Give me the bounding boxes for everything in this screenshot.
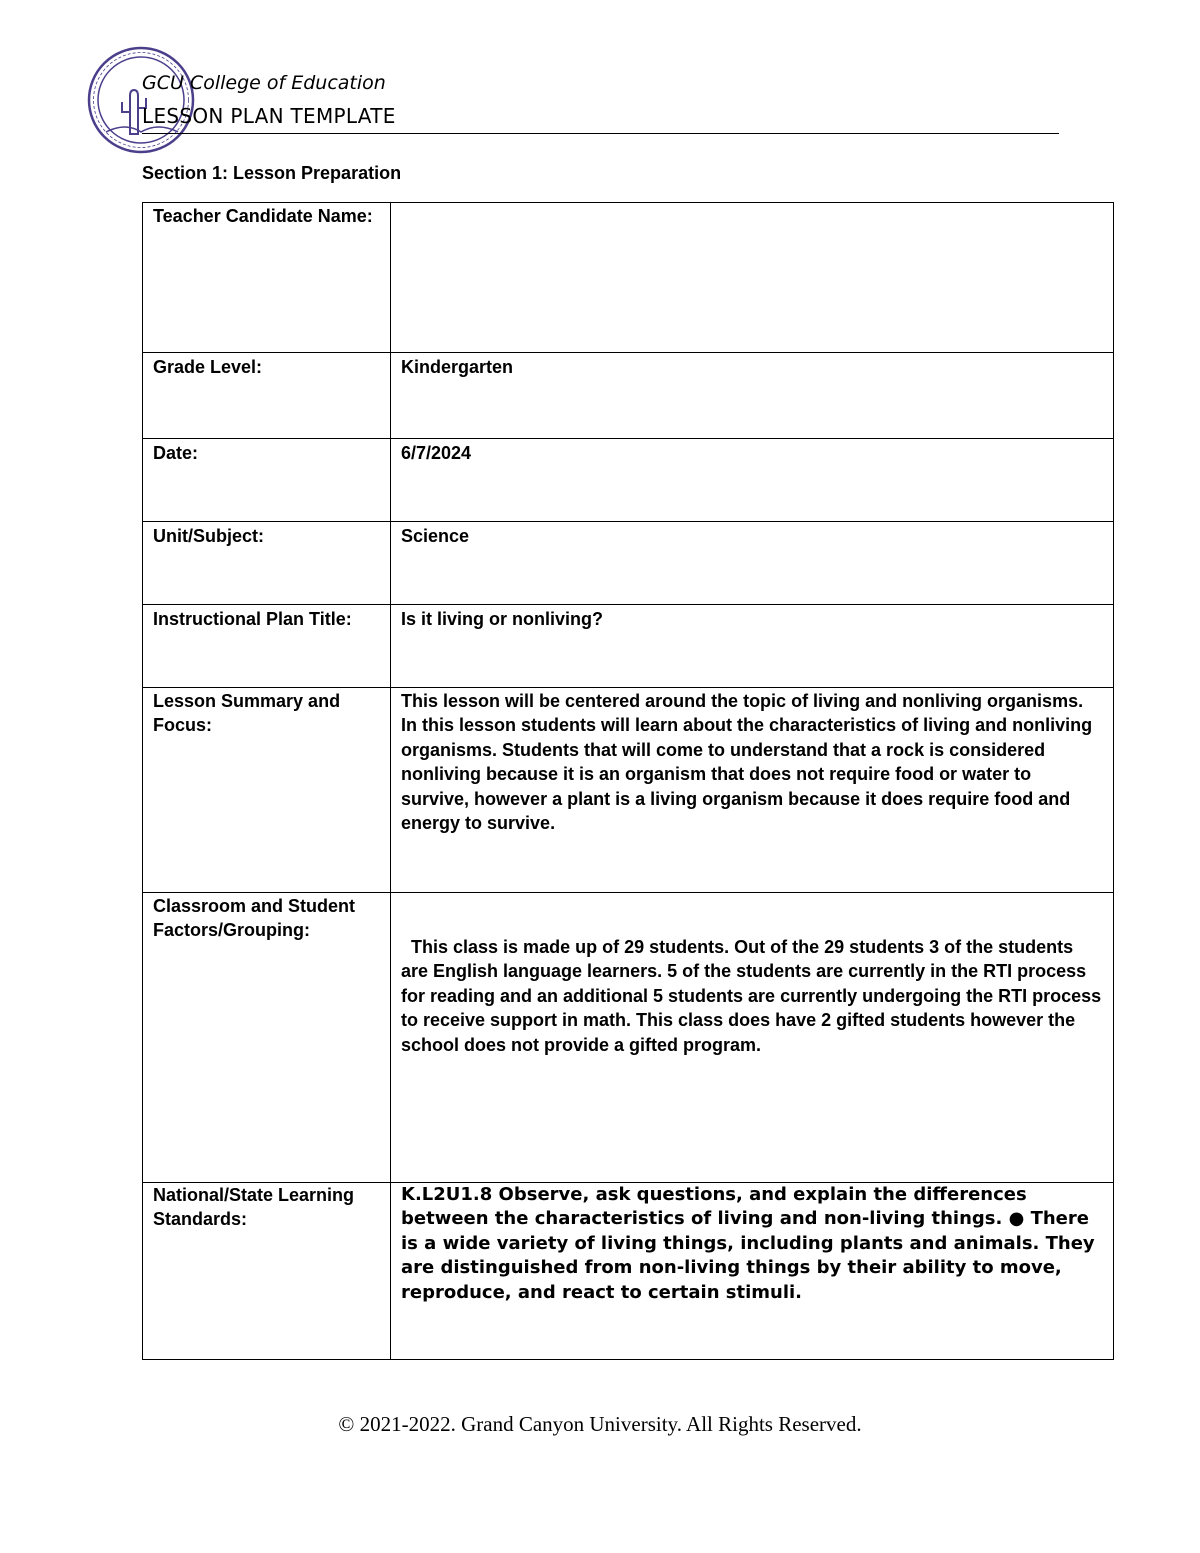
document-title: LESSON PLAN TEMPLATE	[142, 104, 396, 128]
table-row	[143, 203, 1114, 353]
row-label: Unit/Subject:	[143, 522, 391, 605]
table-row	[143, 353, 1114, 439]
row-label: Lesson Summary and Focus:	[143, 688, 391, 893]
plan-title-value: Is it living or nonliving?	[391, 605, 1114, 688]
classroom-factors-value: This class is made up of 29 students. Out of the 29 students 3 of the students are English language learners. 5 of the students are currently in the RTI process for reading and an additional 5 students are currently undergoing the RTI process to receive support in math. This class does have 2 gifted students however the school does not provide a gifted program.	[391, 893, 1114, 1183]
row-label: Grade Level:	[143, 353, 391, 439]
lesson-summary-value: This lesson will be centered around the topic of living and nonliving organisms. In this lesson students will learn about the characteristics of living and nonliving organisms. Students that will come to understand that a rock is considered nonliving because it is an organism that does not require food or water to survive, however a plant is a living organism because it does require food and energy to survive.	[391, 688, 1114, 893]
university-seal-logo	[86, 46, 196, 154]
teacher-name-value	[391, 203, 1114, 353]
table-row	[143, 605, 1114, 688]
unit-subject-value: Science	[391, 522, 1114, 605]
row-label: Instructional Plan Title:	[143, 605, 391, 688]
college-name: GCU College of Education	[142, 72, 386, 94]
section-title: Section 1: Lesson Preparation	[142, 163, 402, 183]
grade-level-value: Kindergarten	[391, 353, 1114, 439]
header-divider	[142, 133, 1059, 134]
table-row	[143, 439, 1114, 522]
table-row	[143, 1183, 1114, 1360]
row-label: Date:	[143, 439, 391, 522]
table-row	[143, 522, 1114, 605]
table-row	[143, 893, 1114, 1183]
row-label: Teacher Candidate Name:	[143, 203, 391, 353]
table-row	[143, 688, 1114, 893]
row-label: Classroom and Student Factors/Grouping:	[143, 893, 391, 1183]
date-value: 6/7/2024	[391, 439, 1114, 522]
row-label: National/State Learning Standards:	[143, 1183, 391, 1360]
lesson-prep-table	[142, 202, 1114, 1360]
copyright-footer: © 2021-2022. Grand Canyon University. All Rights Reserved.	[338, 1412, 862, 1436]
learning-standards-value: K.L2U1.8 Observe, ask questions, and explain the differences between the characteristics of living and non-living things. ● There is a wide variety of living things, including plants and animals. They are distinguished from non-living things by their ability to move, reproduce, and react to certain stimuli.	[391, 1183, 1114, 1360]
